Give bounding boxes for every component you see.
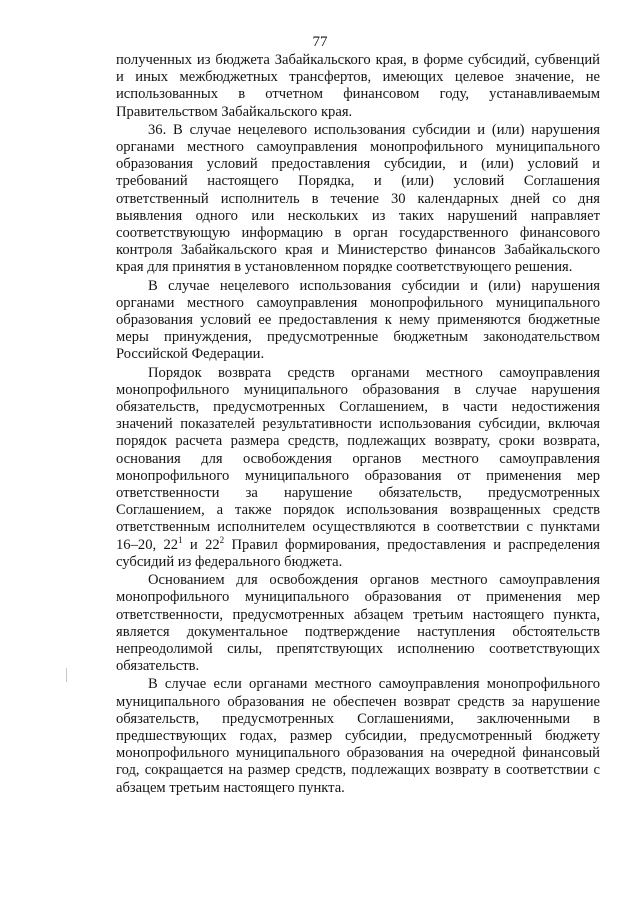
- paragraph-text: Правил формирования, предоставления и распределения субсидий из федерального бюджета.: [116, 536, 601, 570]
- paragraph-exemption-basis: Основанием для освобождения органов местного самоуправления монопрофильного муниципального образования от применения мер ответственности, предусмотренных абзацем третьим настоящего пункта, является документальное подтверждение наступления обстоятельств непреодолимой силы, препятствующих исполнению соответствующих обязательств.: [116, 572, 600, 675]
- page-number: 77: [312, 34, 328, 50]
- document-body: [116, 52, 600, 797]
- paragraph-return-procedure: [116, 365, 600, 571]
- superscript: 1: [178, 534, 183, 545]
- paragraph-continuation: полученных из бюджета Забайкальского края, в форме субсидий, субвенций и иных межбюджетных трансфертов, имеющих целевое значение, не использованных в отчетном финансовом году, устанавливаемым Правительством Забайкальского края.: [116, 52, 600, 120]
- paragraph-subsidy-reduction: В случае если органами местного самоуправления монопрофильного муниципального образования не обеспечен возврат средств за нарушение обязательств, предусмотренных Соглашениями, заключенными в предшествующих годах, размер субсидии, предусмотренный бюджету монопрофильного муниципального образования на очередной финансовый год, сокращается на размер средств, подлежащих возврату в соответствии с абзацем третьим настоящего пункта.: [116, 676, 600, 796]
- paragraph-text: Порядок возврата средств органами местного самоуправления монопрофильного муниципального образования в случае нарушения обязательств, предусмотренных Соглашением, в части недостижения значений показателей результативности использования субсидии, включая порядок расчета размера средств, подлежащих возврату, сроки возврата, основания для освобождения органов местного самоуправления монопрофильного муниципального образования от применения мер ответственности за нарушение обязательств, предусмотренных Соглашением, а также порядок использования возвращенных средств ответственным исполнителем осуществляются в соответствии с пунктами 16–20, 22: [116, 364, 600, 553]
- paragraph-text: и 22: [182, 536, 220, 553]
- paragraph-item-36: 36. В случае нецелевого использования субсидии и (или) нарушения органами местного самоуправления монопрофильного муниципального образования условий предоставления субсидии, и (или) условий и требований настоящего Порядка, и (или) условий Соглашения ответственный исполнитель в течение 30 календарных дней со дня выявления одного или нескольких из таких нарушений направляет соответствующую информацию в орган государственного финансового контроля Забайкальского края и Министерство финансов Забайкальского края для принятия в установленном порядке соответствующего решения.: [116, 121, 600, 276]
- margin-mark: [66, 668, 67, 682]
- superscript: 2: [219, 534, 225, 545]
- paragraph-budget-measures: В случае нецелевого использования субсидии и (или) нарушения органами местного самоуправления монопрофильного муниципального образования условий ее предоставления к нему применяются бюджетные меры принуждения, предусмотренные бюджетным законодательством Российской Федерации.: [116, 277, 600, 363]
